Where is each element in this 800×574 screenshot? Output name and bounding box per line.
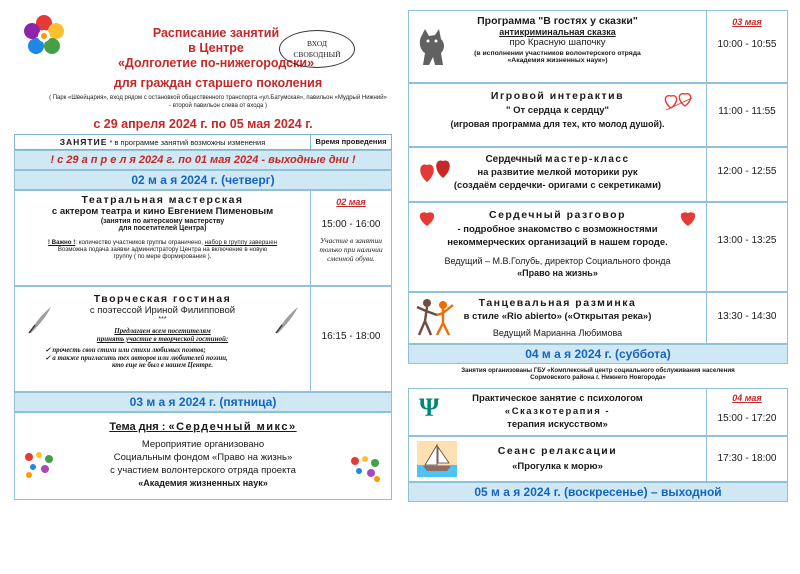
event-time: 12:00 - 12:55 — [717, 166, 777, 177]
theatre-note: ! Важно !: количество участников группы ограничено, набор в группу завершен — [47, 239, 278, 246]
confetti-icon — [349, 455, 383, 483]
heart-icon — [417, 158, 453, 184]
quill-icon — [25, 305, 53, 335]
event-time: 13:30 - 14:30 — [717, 311, 777, 322]
schedule-subtitle: для граждан старшего поколения — [113, 76, 323, 90]
day-banner-may-3: 03 м а я 2024 г. (пятница) — [14, 392, 392, 412]
event-time: 17:30 - 18:00 — [717, 453, 777, 464]
heart-icon — [417, 209, 437, 227]
schedule-header — [14, 10, 392, 114]
schedule-title: Расписание занятий в Центре «Долголетие по-нижегородски» — [117, 26, 315, 70]
event-fairy-tale: Программа "В гостях у сказки" антикриминальная сказка про Красную шапочку (в исполнении участников волонтерского отряда «Академия жизненных наук») 03 мая 10:00 - 10:55 — [408, 10, 788, 83]
event-relaxation: Сеанс релаксации «Прогулка к морю» 17:30 - 18:00 — [408, 436, 788, 482]
quill-icon — [272, 305, 300, 335]
flower-logo-icon — [22, 14, 66, 58]
event-time: 15:00 - 16:00 — [321, 219, 381, 230]
event-time: 15:00 - 17:20 — [717, 413, 777, 424]
day-banner-may-4: 04 м а я 2024 г. (суббота) — [408, 344, 788, 364]
table-header: ЗАНЯТИЕ * в программе занятий возможны изменения Время проведения — [14, 134, 392, 150]
day-banner-may-2: 02 м а я 2024 г. (четверг) — [14, 170, 392, 190]
day-off-banner-may-5: 05 м а я 2024 г. (воскресенье) – выходной — [408, 482, 788, 502]
left-column — [14, 10, 392, 500]
event-heart-talk: Сердечный разговор - подробное знакомство с возможностями некоммерческих организаций в нашем городе. Ведущий – М.В.Голубь, директор Социального фонда «Право на жизнь» 13:00 - 13:25 — [408, 202, 788, 292]
venue-address: ( Парк «Швейцария», вход рядом с остановкой общественного транспорта «ул.Батумская», павильон «Мудрый Нижний» - второй павильон слева от входа ) — [49, 95, 387, 109]
event-time: 13:00 - 13:25 — [717, 235, 777, 246]
event-creative-lounge: Творческая гостиная с поэтессой Ириной Филипповой *** Предлагаем всем посетителям принять участие в творческой гостиной: ✓ прочесть свои стихи или стихи любимых поэтов; ✓ а также пригласить тех авторов или любителей поэзии, кто еще не был в нашем Центре. 16:15 - 18:00 — [14, 286, 392, 392]
right-column — [408, 10, 788, 502]
dancers-icon — [415, 297, 455, 339]
heart-icon — [678, 209, 698, 227]
hearts-icon — [662, 90, 696, 112]
event-time: 11:00 - 11:55 — [718, 106, 776, 117]
free-entry-badge: ВХОД СВОБОДНЫЙ — [279, 30, 355, 68]
event-date: 04 мая — [732, 393, 762, 403]
event-heart-mix: Тема дня : «Сердечный микс» Мероприятие организовано Социальным фондом «Право на жизнь» с участием волонтерского отряда проекта «Академия жизненных наук» — [14, 412, 392, 500]
event-theatre-workshop: Театральная мастерская с актером театра и кино Евгением Пименовым (занятия по актерскому мастерству для посетителей Центра) ! Важно !: количество участников группы ограничено, набор в группу завершен Возможна подача заявки администратору Центра на включение в новую группу ( по мере формирования ). 02 мая 15:00 - 16:00 Участие в занятии только при наличии сменной обуви. — [14, 190, 392, 286]
event-psychologist: Ψ Практическое занятие с психологом «Сказкотерапия - терапия искусством» 04 мая 15:00 - 17:20 — [408, 388, 788, 436]
date-range: с 29 апреля 2024 г. по 05 мая 2024 г. — [93, 117, 313, 131]
event-master-class: Сердечный мастер-класс на развитие мелкой моторики рук (создаём сердечки- оригами с секретиками) 12:00 - 12:55 — [408, 147, 788, 202]
event-time: 16:15 - 18:00 — [321, 331, 381, 342]
event-date: 02 мая — [336, 197, 366, 207]
wolf-icon — [415, 27, 451, 67]
event-time: 10:00 - 10:55 — [717, 39, 777, 50]
confetti-icon — [23, 451, 57, 479]
event-game-interactive: Игровой интерактив " От сердца к сердцу" (игровая программа для тех, кто молод душой). 11:00 - 11:55 — [408, 83, 788, 147]
event-date: 03 мая — [732, 17, 762, 27]
event-dance-warmup: Танцевальная разминка в стиле «Rio abierto» («Открытая река») Ведущий Марианна Любимова 13:30 - 14:30 — [408, 292, 788, 344]
holiday-banner: ! с 29 а п р е л я 2024 г. по 01 мая 2024 - выходные дни ! — [14, 150, 392, 170]
sailboat-icon — [417, 441, 457, 477]
organizer-note: Занятия организованы ГБУ «Комплексный центр социального обслуживания населения Сормовского района г. Нижнего Новгорода» — [461, 367, 735, 381]
psi-icon: Ψ — [419, 393, 440, 422]
